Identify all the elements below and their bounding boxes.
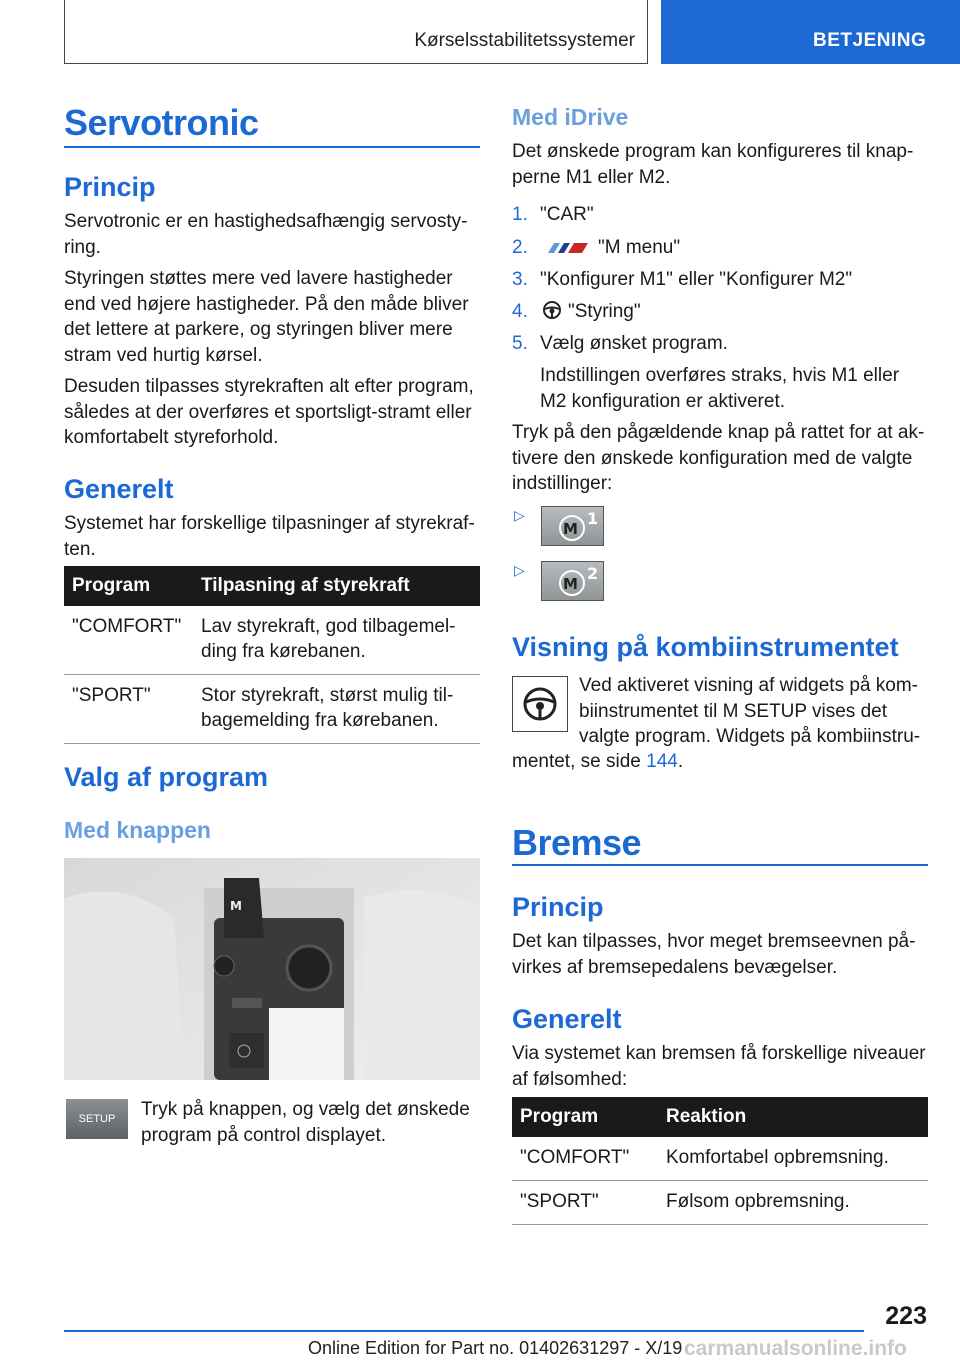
table-cell: Komfortabel opbremsning. (658, 1137, 928, 1181)
visning-heading: Visning på kombiinstrumentet (512, 632, 899, 662)
step-number: 5. (512, 333, 528, 354)
table-row (512, 1181, 928, 1225)
bremse-generelt-text (512, 1041, 936, 1092)
table-row (64, 606, 480, 675)
table-header: Program (512, 1097, 658, 1137)
title-rule (64, 146, 480, 148)
table-row (512, 1137, 928, 1181)
step-number: 4. (512, 301, 528, 322)
svg-text:1: 1 (587, 509, 599, 528)
table-header: Tilpasning af styrekraft (193, 566, 480, 606)
m2-button-glyph (542, 562, 603, 600)
bullet-triangle-icon: ▷ (514, 562, 525, 578)
steering-display-image (512, 676, 568, 732)
page-title: Servotronic (64, 102, 259, 143)
table-cell: Lav styrekraft, god tilbagemel- ding fra kørebanen. (193, 606, 480, 675)
bullet-triangle-icon: ▷ (514, 507, 525, 523)
idrive-text (512, 139, 932, 190)
svg-text:M: M (563, 520, 578, 538)
princip-heading: Princip (64, 172, 156, 202)
table-row (64, 675, 480, 744)
text-line: virkes af bremsepedalens bevægelser. (512, 956, 838, 978)
text-line: Via systemet kan bremsen få forskellige niveauer (512, 1043, 926, 1064)
press-text (512, 420, 936, 497)
princip-text (64, 209, 484, 260)
idrive-heading: Med iDrive (512, 104, 629, 130)
step-text: "Konfigurer M1" eller "Konfigurer M2" (540, 269, 853, 290)
edition-text: Online Edition for Part no. 01402631297 - X/19 (308, 1338, 683, 1358)
bremse-princip-heading: Princip (512, 892, 604, 922)
title-rule (512, 864, 928, 866)
m1-button-image (541, 506, 604, 546)
text-line: komfortabelt styreforhold. (64, 427, 279, 448)
generelt-text (64, 511, 484, 562)
text-line: Systemet har forskellige tilpasninger af styrekraf- (64, 513, 475, 534)
table-cell: "SPORT" (64, 675, 193, 744)
setup-text (141, 1097, 481, 1148)
bremse-generelt-heading: Generelt (512, 1004, 622, 1034)
text-line: tivere den ønskede konfiguration med de valgte (512, 447, 913, 469)
text-line: M2 konfiguration er aktiveret. (540, 390, 786, 412)
text-line: således at der overføres et sportsligt-stramt eller (64, 401, 472, 423)
steering-wheel-icon (542, 300, 562, 320)
text-line: program på control displayet. (141, 1124, 387, 1146)
m-stripes-icon (542, 241, 592, 255)
text-line: Indstillingen overføres straks, hvis M1 eller (540, 365, 900, 386)
step-text: "M menu" (598, 237, 681, 258)
text-line: det lettere at parkere, og styringen bliver mere (64, 319, 453, 340)
header-chapter-box (64, 0, 648, 64)
list-item (512, 267, 852, 292)
header-section-box (661, 0, 960, 64)
svg-text:M: M (230, 899, 242, 913)
step-number: 2. (512, 237, 528, 258)
text-line: biinstrumentet til M SETUP vises det (579, 700, 887, 722)
step-number: 1. (512, 204, 528, 225)
step-number: 3. (512, 269, 528, 290)
generelt-heading: Generelt (64, 474, 174, 504)
table-header: Program (64, 566, 193, 606)
table-cell: "COMFORT" (64, 606, 193, 675)
text-line: perne M1 eller M2. (512, 166, 671, 188)
table-cell: "SPORT" (512, 1181, 658, 1225)
text-line: Ved aktiveret visning af widgets på kom- (579, 675, 919, 696)
watermark: carmanualsonline.info (684, 1337, 907, 1360)
paragraph-2 (64, 266, 484, 368)
step-text: "CAR" (540, 204, 594, 225)
setup-label: SETUP (78, 1113, 116, 1125)
valg-heading: Valg af program (64, 762, 269, 792)
list-item (512, 235, 680, 260)
m1-button-glyph (542, 507, 603, 545)
setup-button-image (66, 1099, 128, 1139)
knappen-heading: Med knappen (64, 817, 211, 843)
text-line: . (677, 751, 684, 772)
text-line: stram ved hurtig kørsel. (64, 344, 263, 366)
text-line: af følsomhed: (512, 1068, 628, 1090)
text-line: Desuden tilpasses styrekraften alt efter program, (64, 376, 474, 397)
text-line: Tryk på den pågældende knap på rattet for at ak- (512, 422, 925, 443)
list-item (512, 202, 594, 227)
text-line: ring. (64, 236, 101, 258)
list-item (512, 331, 728, 356)
brake-table (512, 1097, 928, 1225)
bremse-princip-text (512, 929, 936, 980)
steering-wheel-icon (513, 677, 567, 731)
step-text: Vælg ønsket program. (540, 333, 728, 354)
text-line: Tryk på knappen, og vælg det ønskede (141, 1099, 470, 1120)
bremse-title: Bremse (512, 822, 642, 863)
section-title: BETJENING (813, 30, 927, 51)
steering-table (64, 566, 480, 744)
list-item (512, 299, 641, 324)
table-cell: "COMFORT" (512, 1137, 658, 1181)
svg-text:2: 2 (587, 564, 599, 583)
footer-rule (64, 1330, 864, 1332)
chapter-title: Kørselsstabilitetssystemer (414, 30, 635, 51)
m2-button-image (541, 561, 604, 601)
step-text: "Styring" (568, 301, 641, 322)
visning-last-line (512, 749, 683, 775)
text-line: Det kan tilpasses, hvor meget bremseevnen på- (512, 931, 916, 952)
svg-text:M: M (563, 575, 578, 593)
page-number: 223 (885, 1302, 927, 1330)
text-line: Servotronic er en hastighedsafhængig servosty- (64, 211, 468, 232)
visning-text (579, 673, 939, 750)
page-reference-link[interactable]: 144 (646, 751, 678, 772)
text-line: Styringen støttes mere ved lavere hastigheder (64, 268, 453, 289)
center-console-image (64, 858, 480, 1080)
step5-note (540, 363, 940, 414)
text-line: ten. (64, 538, 96, 560)
text-line: Det ønskede program kan konfigureres til knap- (512, 141, 914, 162)
text-line: mentet, se side (512, 751, 647, 772)
text-line: end ved højere hastigheder. På den måde bliver (64, 293, 469, 315)
table-header: Reaktion (658, 1097, 928, 1137)
table-cell: Stor styrekraft, størst mulig til- bagemelding fra kørebanen. (193, 675, 480, 744)
text-line: valgte program. Widgets på kombiinstru- (579, 726, 921, 747)
text-line: indstillinger: (512, 473, 613, 494)
table-cell: Følsom opbremsning. (658, 1181, 928, 1225)
paragraph-3 (64, 374, 484, 451)
